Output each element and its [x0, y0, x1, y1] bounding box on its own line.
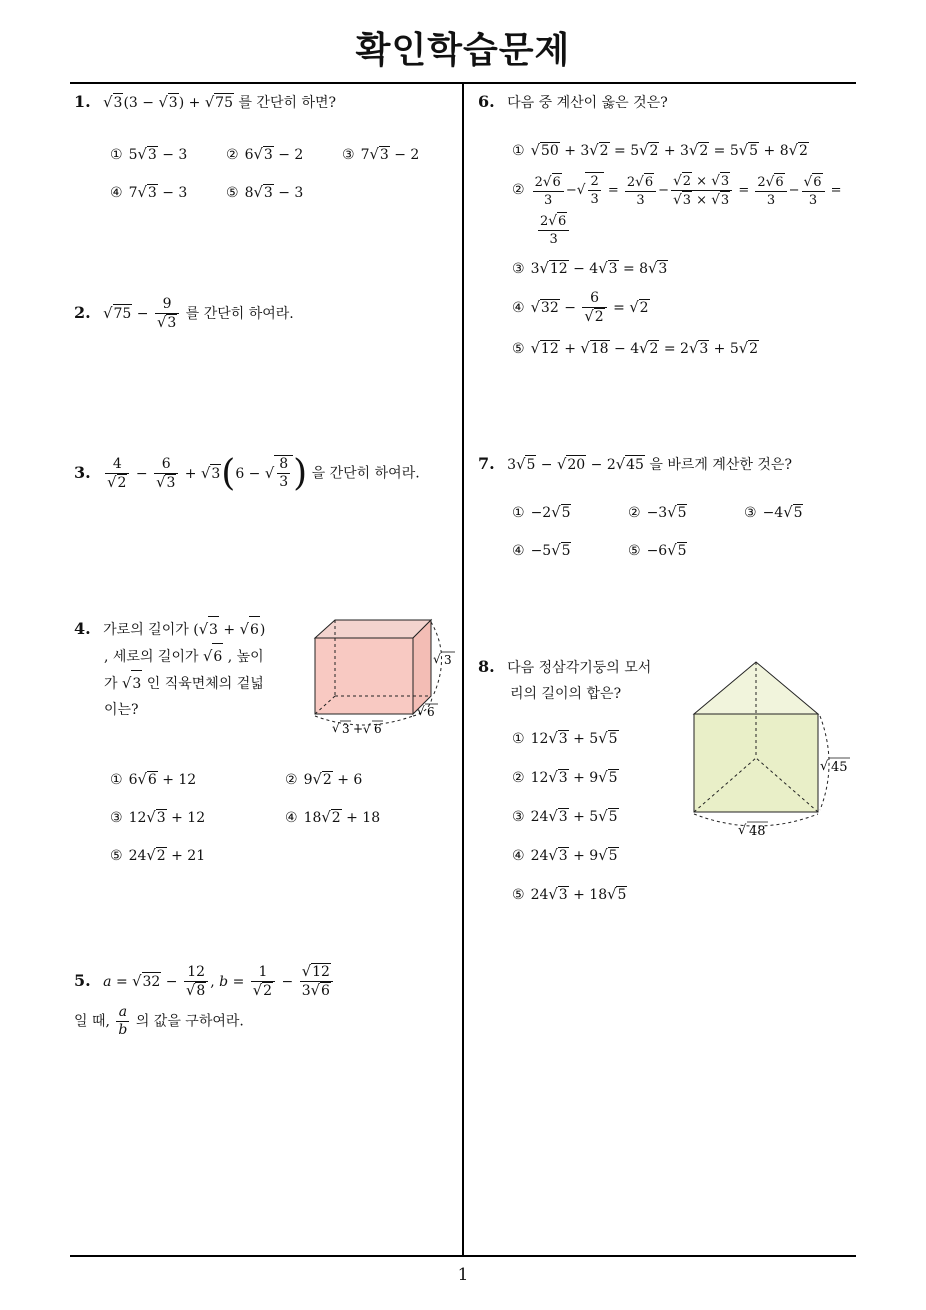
q4-text-e: 인 직육면체의 겉넓	[146, 676, 264, 692]
q6-option-5[interactable]: ⑤ √12 + √18 − 4√2 = 2√3 + 5√2	[512, 340, 759, 357]
question-number: 6.	[478, 92, 495, 111]
q8-option-4[interactable]: ④ 24√3 + 9√5	[512, 847, 618, 864]
q4-text-d: 가	[104, 676, 118, 692]
q4-depth-expr: √6	[203, 643, 223, 670]
bottom-rule	[70, 1255, 856, 1257]
question-5	[74, 963, 454, 1039]
q7-option-4[interactable]: ④ −5√5	[512, 542, 571, 559]
q7-option-1[interactable]: ① −2√5	[512, 504, 571, 521]
q1-option-2[interactable]: ② 6√3 − 2	[226, 146, 304, 163]
column-divider	[462, 82, 464, 1256]
question-number: 8.	[478, 657, 495, 676]
q3-tail: 을 간단히 하여라.	[311, 465, 420, 482]
cuboid-figure	[305, 616, 460, 736]
q4-text-c: , 높이	[227, 649, 264, 665]
cuboid-top-face	[315, 620, 431, 638]
q6-option-3[interactable]: ③ 3√12 − 4√3 = 8√3	[512, 260, 668, 277]
q7-tail: 을 바르게 계산한 것은?	[649, 457, 792, 473]
question-number: 5.	[74, 970, 91, 990]
q7-option-2[interactable]: ② −3√5	[628, 504, 687, 521]
q8-text-b: 리의 길이의 합은?	[510, 686, 622, 702]
q5-ratio: $\frac{a}{b}$	[118, 1004, 128, 1038]
q6-option-2-continued: $\frac{2√6}{3}$	[536, 212, 571, 248]
q8-option-5[interactable]: ⑤ 24√3 + 18√5	[512, 886, 627, 903]
height-label: √	[433, 652, 441, 666]
q4-option-2[interactable]: ② 9√2 + 6	[285, 771, 363, 788]
prism-base-label: √	[738, 823, 747, 838]
q2-tail: 를 간단히 하여라.	[185, 306, 294, 322]
q1-option-3[interactable]: ③ 7√3 − 2	[342, 146, 420, 163]
width-label-a: 3	[342, 722, 350, 736]
q2-expression: √75 − $\frac{9}{√3}$	[103, 306, 181, 322]
cuboid-front-face	[315, 638, 413, 714]
q1-expression: √3(3 − √3) + √75	[103, 94, 233, 111]
question-number: 4.	[74, 619, 91, 638]
q7-option-3[interactable]: ③ −4√5	[744, 504, 803, 521]
page-title: 확인학습문제	[355, 30, 571, 71]
question-2	[74, 296, 294, 332]
q1-option-5[interactable]: ⑤ 8√3 − 3	[226, 184, 304, 201]
q1-option-1[interactable]: ① 5√3 − 3	[110, 146, 188, 163]
width-label-b: 6	[374, 722, 382, 736]
q4-height-expr: √3	[122, 670, 142, 697]
q4-option-1[interactable]: ① 6√6 + 12	[110, 771, 197, 788]
prism-height-label: √	[820, 759, 829, 774]
q5-expression: a = √32 − $\frac{12}{√8}$ , b = $\frac{1}{√2}$ − $\frac{√12}{3√6}$	[103, 974, 335, 990]
question-3	[74, 452, 420, 494]
q1-option-4[interactable]: ④ 7√3 − 3	[110, 184, 188, 201]
q7-expression: 3√5 − √20 − 2√45	[507, 456, 644, 473]
q8-option-1[interactable]: ① 12√3 + 5√5	[512, 730, 618, 747]
q6-option-4[interactable]: ④ √32 − $\frac{6}{√2}$ = √2	[512, 290, 649, 325]
question-1	[74, 93, 336, 112]
question-number: 3.	[74, 462, 91, 482]
question-8	[478, 654, 678, 707]
q5-text-a: 일 때,	[74, 1013, 110, 1030]
width-label: √	[332, 721, 340, 735]
q6-option-2[interactable]: ② $\frac{2√6}{3}$ −√ $\frac{2}{3}$ = $\frac{2√6}{3}$ − $\frac{√2 \times √3}{√3 \times √3}$ = $\frac{2√6}{3}$ − $\frac{√6}{3}$ =	[512, 173, 842, 208]
question-number: 2.	[74, 303, 91, 322]
q4-text-f: 이는?	[104, 702, 139, 718]
q7-option-5[interactable]: ⑤ −6√5	[628, 542, 687, 559]
q4-text-b: , 세로의 길이가	[104, 649, 199, 665]
prism-height-value: 45	[831, 760, 848, 775]
q3-expression: $\frac{4}{√2}$ − $\frac{6}{√3}$ + √3(6 − √ $\frac{8}{3}$ )	[107, 452, 308, 494]
prism-base-value: 48	[749, 824, 766, 839]
q5-text-b: 의 값을 구하여라.	[135, 1013, 244, 1030]
question-4	[74, 616, 299, 723]
q8-option-3[interactable]: ③ 24√3 + 5√5	[512, 808, 618, 825]
question-number: 7.	[478, 454, 495, 473]
prism-figure	[688, 656, 854, 842]
depth-label: √	[417, 704, 425, 718]
q4-option-5[interactable]: ⑤ 24√2 + 21	[110, 847, 206, 864]
question-7	[478, 455, 792, 474]
q4-width-expr: (√3 + √6)	[193, 622, 265, 638]
question-number: 1.	[74, 92, 91, 111]
q4-option-4[interactable]: ④ 18√2 + 18	[285, 809, 381, 826]
q8-option-2[interactable]: ② 12√3 + 9√5	[512, 769, 618, 786]
question-6	[478, 93, 668, 112]
svg-text:+√: +√	[353, 722, 371, 736]
q1-tail: 를 간단히 하면?	[238, 95, 337, 111]
height-label-value: 3	[444, 653, 452, 667]
q4-text-a: 가로의 길이가	[103, 622, 189, 638]
q8-text-a: 다음 정삼각기둥의 모서	[507, 660, 652, 676]
depth-label-value: 6	[427, 705, 435, 719]
page-number: 1	[457, 1265, 469, 1285]
q4-option-3[interactable]: ③ 12√3 + 12	[110, 809, 206, 826]
q6-option-1[interactable]: ① √50 + 3√2 = 5√2 + 3√2 = 5√5 + 8√2	[512, 142, 808, 159]
q6-text: 다음 중 계산이 옳은 것은?	[507, 95, 668, 111]
